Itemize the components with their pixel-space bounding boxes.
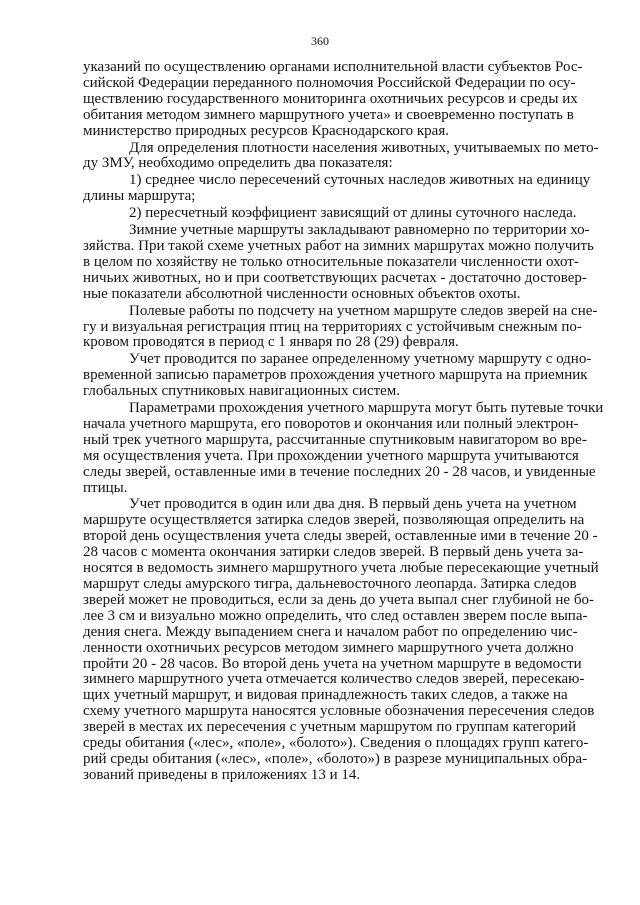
text-line: указаний по осуществлению органами исполнительной власти субъектов Рос- [83, 59, 583, 75]
document-body [83, 60, 615, 785]
text-line: зверей в местах их пересечения с учетным маршрутом по группам категорий [83, 719, 576, 736]
paragraph [83, 497, 615, 783]
text-line: сийской Федерации переданного полномочия Российской Федерации по осу- [83, 74, 576, 91]
paragraph [83, 223, 615, 303]
text-line: 1) среднее число пересечений суточных наследов животных на единицу [129, 172, 591, 189]
text-line: министерство природных ресурсов Краснодарского края. [83, 122, 449, 139]
text-line: ленности охотничьих ресурсов методом зимнего маршрутного учета должно [83, 639, 574, 656]
text-line: зяйства. При такой схеме учетных работ на зимних маршрутах можно получить [83, 237, 594, 254]
paragraph [83, 304, 615, 352]
paragraph [83, 401, 615, 496]
paragraph [83, 206, 615, 222]
text-line: дения снега. Между выпадением снега и началом работ по определению чис- [83, 623, 578, 640]
text-line: зований приведены в приложениях 13 и 14. [83, 766, 361, 783]
text-line: щих учетный маршрут, и видовая принадлежность таких следов, а также на [83, 687, 568, 704]
text-line: начала учетного маршрута, его поворотов и окончания или полный электрон- [83, 415, 579, 432]
paragraph [83, 352, 615, 400]
text-line: второй день осуществления учета следы зверей, оставленные ими в течение 20 - [83, 528, 598, 545]
text-line: 2) пересчетный коэффициент зависящий от длины суточного наследа. [129, 205, 577, 222]
text-line: ный трек учетного маршрута, рассчитанные спутниковым навигатором во вре- [83, 431, 587, 448]
text-line: носятся в ведомость зимнего маршрутного учета любые пересекающие учетный [83, 560, 599, 577]
text-line: ществлению государственного мониторинга охотничьих ресурсов и среды их [83, 90, 578, 107]
text-line: мя осуществления учета. При прохождении учетного маршрута учитываются [83, 447, 579, 464]
text-line: Полевые работы по подсчету на учетном маршруте следов зверей на сне- [129, 302, 598, 319]
paragraph [83, 141, 615, 173]
text-line: маршруте осуществляется затирка следов зверей, позволяющая определить на [83, 512, 585, 529]
page-number: 360 [311, 34, 329, 48]
text-line: ду ЗМУ, необходимо определить два показателя: [83, 155, 393, 172]
text-line: обитания методом зимнего маршрутного учета» и своевременно поступать в [83, 106, 574, 123]
text-line: в целом по хозяйству не только относительные показатели численности охот- [83, 253, 579, 270]
text-line: ничьих животных, но и при соответствующих расчетах - достаточно достовер- [83, 269, 587, 286]
text-line: маршрут следы амурского тигра, дальневосточного леопарда. Затирка следов [83, 576, 577, 592]
text-line: среды обитания («лес», «поле», «болото»). Сведения о площадях групп катего- [83, 735, 589, 752]
paragraph [83, 60, 615, 140]
text-line: длины маршрута; [83, 188, 196, 205]
text-line: гу и визуальная регистрация птиц на территориях с устойчивым снежным по- [83, 318, 582, 335]
text-line: Параметрами прохождения учетного маршрута могут быть путевые точки [129, 400, 604, 417]
text-line: 28 часов с момента окончания затирки следов зверей. В первый день учета за- [83, 544, 584, 561]
text-line: Для определения плотности населения животных, учитываемых по мето- [129, 139, 599, 156]
text-line: кровом проводятся в период с 1 января по 28 (29) февраля. [83, 334, 459, 351]
text-line: рий среды обитания («лес», «поле», «болото») в разрезе муниципальных обра- [83, 750, 588, 767]
text-line: лее 3 см и визуально можно определить, что след оставлен зверем после выпа- [83, 607, 588, 624]
text-line: ные показатели абсолютной численности основных объектов охоты. [83, 285, 521, 302]
text-line: пройти 20 - 28 часов. Во второй день учета на учетном маршруте в ведомости [83, 655, 582, 672]
text-line: Зимние учетные маршруты закладывают равномерно по территории хо- [129, 222, 590, 239]
text-line: птицы. [83, 479, 128, 496]
text-line: глобальных спутниковых навигационных систем. [83, 383, 401, 400]
text-line: временной записью параметров прохождения учетного маршрута на приемник [83, 367, 588, 384]
text-line: Учет проводится в один или два дня. В первый день учета на учетном [129, 496, 577, 513]
text-line: Учет проводится по заранее определенному учетному маршруту с одно- [129, 351, 592, 368]
text-line: зверей может не проводиться, если за день до учета выпал снег глубиной не бо- [83, 591, 594, 608]
paragraph [83, 173, 615, 205]
text-line: зимнего маршрутного учета отмечается количество следов зверей, пересекаю- [83, 671, 585, 688]
text-line: схему учетного маршрута наносятся условные обозначения пересечения следов [83, 703, 595, 720]
text-line: следы зверей, оставленные ими в течение последних 20 - 28 часов, и увиденные [83, 463, 596, 480]
